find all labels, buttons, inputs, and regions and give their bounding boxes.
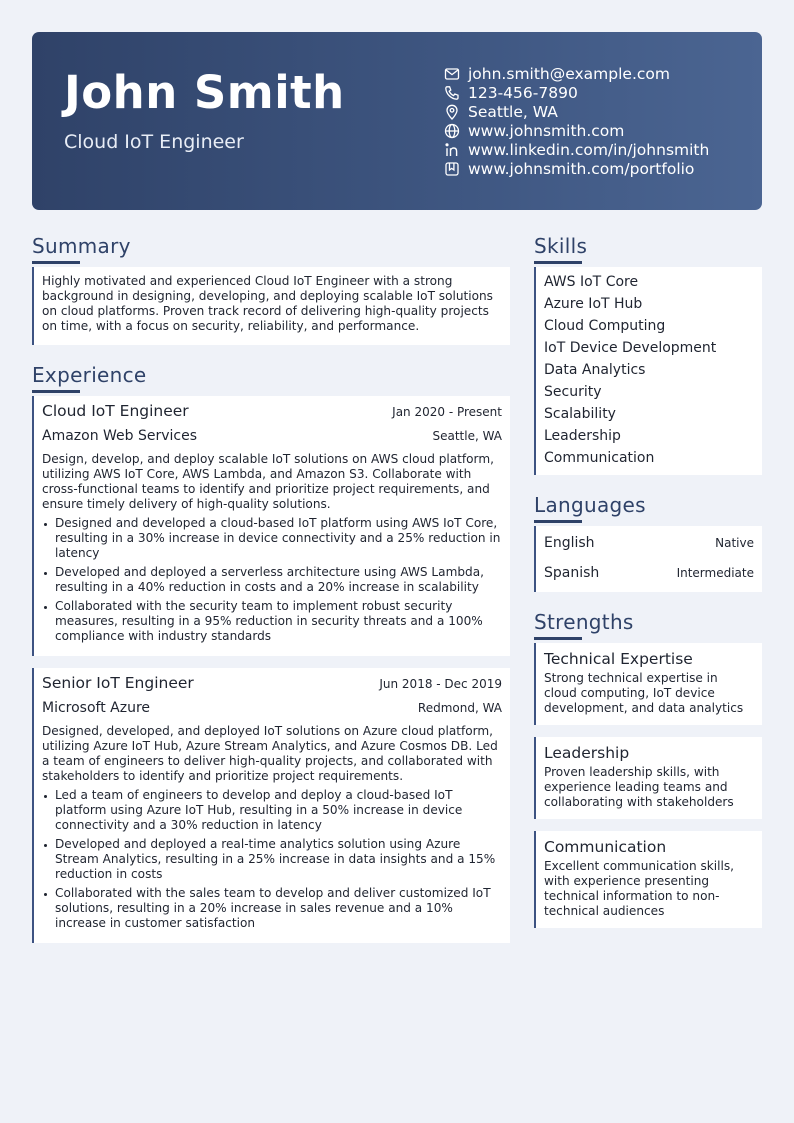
experience-company: Microsoft Azure	[42, 700, 151, 716]
language-name: English	[544, 535, 595, 551]
strength-title: Technical Expertise	[544, 650, 693, 668]
languages-heading: Languages	[534, 493, 646, 517]
experience-bullet: Collaborated with the security team to implement robust security measures, resulting in a 95% reduction in security threats and a 100% compliance with industry standards	[42, 599, 502, 644]
skill-item: AWS IoT Core	[544, 274, 639, 290]
language-level: Intermediate	[676, 566, 754, 580]
resume-header	[32, 32, 762, 210]
candidate-title: Cloud IoT Engineer	[64, 131, 244, 153]
sidebar-column	[534, 232, 762, 940]
strengths-heading-underline	[534, 637, 582, 640]
skills-heading: Skills	[534, 234, 588, 258]
linkedin-icon	[444, 142, 460, 158]
skill-item: Security	[544, 384, 602, 400]
strength-text: Strong technical expertise in cloud computing, IoT device development, and data analytics	[544, 671, 744, 715]
strength-card	[534, 737, 762, 819]
experience-bullet: Designed and developed a cloud-based IoT platform using AWS IoT Core, resulting in a 30% increase in device connectivity and a 25% reduction in latency	[42, 516, 502, 561]
contact-website-text: www.johnsmith.com	[468, 121, 625, 140]
strength-title: Communication	[544, 838, 667, 856]
experience-section	[32, 361, 510, 943]
language-name: Spanish	[544, 565, 600, 581]
experience-bullets	[42, 788, 502, 931]
summary-card	[32, 267, 510, 345]
contact-location-text: Seattle, WA	[468, 102, 558, 121]
languages-section	[534, 491, 762, 592]
language-row	[544, 558, 754, 588]
experience-heading-underline	[32, 390, 80, 393]
experience-location: Redmond, WA	[417, 701, 502, 715]
contact-portfolio-text: www.johnsmith.com/portfolio	[468, 159, 695, 178]
strength-card	[534, 643, 762, 725]
contact-email[interactable]	[444, 64, 709, 83]
experience-bullet: Led a team of engineers to develop and deploy a cloud-based IoT platform using Azure IoT Hub, resulting in a 50% increase in device connectivity and a 30% reduction in latency	[42, 788, 502, 833]
contact-portfolio[interactable]	[444, 159, 709, 178]
contact-location	[444, 102, 709, 121]
experience-description: Design, develop, and deploy scalable IoT solutions on AWS cloud platform, utilizing AWS IoT Core, AWS Lambda, and Amazon S3. Collaborate with cross-functional teams to identify and prioritize project requirements, and ensure timely delivery of high-quality solutions.	[42, 452, 494, 511]
mail-icon	[444, 66, 460, 82]
skill-item: Data Analytics	[544, 362, 646, 378]
experience-item	[32, 668, 510, 943]
main-column	[32, 232, 510, 955]
skill-item: Communication	[544, 450, 655, 466]
experience-company: Amazon Web Services	[42, 428, 198, 444]
experience-role: Cloud IoT Engineer	[42, 402, 189, 420]
strength-title: Leadership	[544, 744, 630, 762]
experience-heading: Experience	[32, 363, 147, 387]
summary-heading: Summary	[32, 234, 131, 258]
experience-dates: Jan 2020 - Present	[392, 405, 502, 419]
skills-section	[534, 232, 762, 475]
experience-item	[32, 396, 510, 656]
strength-text: Excellent communication skills, with experience presenting technical information to non-technical audiences	[544, 859, 734, 918]
experience-bullet: Developed and deployed a serverless architecture using AWS Lambda, resulting in a 40% reduction in costs and a 20% increase in scalability	[42, 565, 502, 595]
skills-heading-underline	[534, 261, 582, 264]
languages-card	[534, 526, 762, 592]
strengths-heading: Strengths	[534, 610, 634, 634]
experience-bullets	[42, 516, 502, 644]
strength-text: Proven leadership skills, with experience leading teams and collaborating with stakeholders	[544, 765, 734, 809]
skill-item: Cloud Computing	[544, 318, 666, 334]
contact-phone-text: 123-456-7890	[468, 83, 578, 102]
contact-phone[interactable]	[444, 83, 709, 102]
experience-description: Designed, developed, and deployed IoT solutions on Azure cloud platform, utilizing Azure IoT Hub, Azure Stream Analytics, and Azure Cosmos DB. Led a team of engineers to deliver high-quality projects, and collaborated with stakeholders to identify and prioritize project requirements.	[42, 724, 498, 783]
contact-list	[444, 64, 709, 178]
skills-card	[534, 267, 762, 475]
experience-role: Senior IoT Engineer	[42, 674, 194, 692]
contact-linkedin-text: www.linkedin.com/in/johnsmith	[468, 140, 710, 159]
language-level: Native	[715, 536, 754, 550]
contact-email-text: john.smith@example.com	[468, 64, 670, 83]
skill-item: Scalability	[544, 406, 616, 422]
skill-item: IoT Device Development	[544, 340, 717, 356]
summary-text: Highly motivated and experienced Cloud IoT Engineer with a strong background in designing, developing, and deploying scalable IoT solutions on cloud platforms. Proven track record of delivering high-quality projects on time, with a focus on security, reliability, and performance.	[42, 274, 493, 333]
languages-heading-underline	[534, 520, 582, 523]
location-icon	[444, 104, 460, 120]
contact-linkedin[interactable]	[444, 140, 709, 159]
experience-bullet: Developed and deployed a real-time analytics solution using Azure Stream Analytics, resulting in a 25% increase in data insights and a 15% reduction in costs	[42, 837, 502, 882]
summary-section	[32, 232, 510, 345]
phone-icon	[444, 85, 460, 101]
experience-location: Seattle, WA	[432, 429, 502, 443]
experience-bullet: Collaborated with the sales team to develop and deliver customized IoT solutions, resulting in a 20% increase in sales revenue and a 10% increase in customer satisfaction	[42, 886, 502, 931]
skill-item: Leadership	[544, 428, 621, 444]
experience-dates: Jun 2018 - Dec 2019	[379, 677, 502, 691]
globe-icon	[444, 123, 460, 139]
language-row	[544, 528, 754, 558]
strength-card	[534, 831, 762, 928]
contact-website[interactable]	[444, 121, 709, 140]
strengths-section	[534, 608, 762, 928]
skill-item: Azure IoT Hub	[544, 296, 643, 312]
portfolio-icon	[444, 161, 460, 177]
summary-heading-underline	[32, 261, 80, 264]
candidate-name: John Smith	[64, 66, 345, 119]
